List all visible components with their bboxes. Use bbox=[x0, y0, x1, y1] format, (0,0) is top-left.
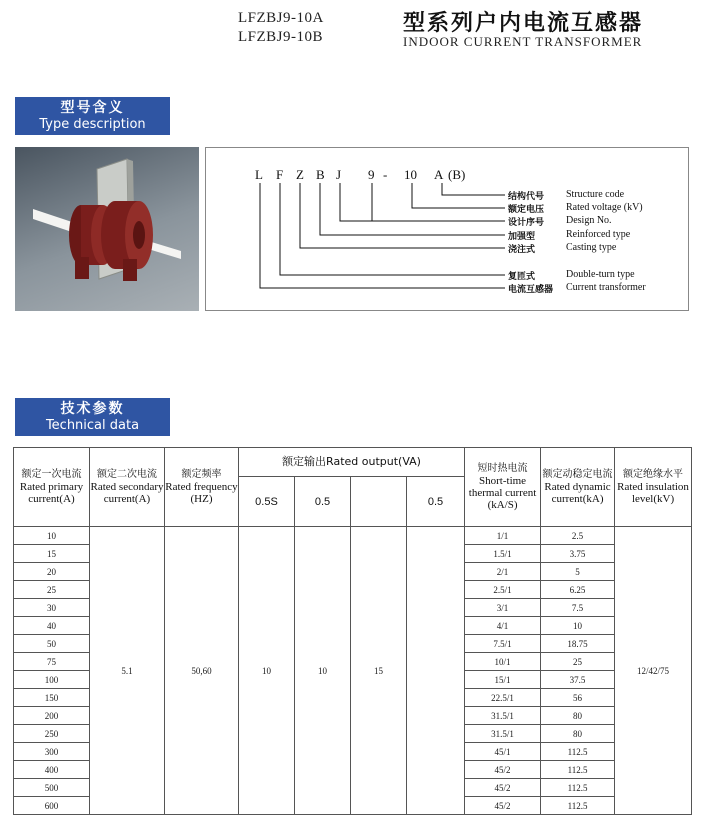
code-letter-b-variant: (B) bbox=[448, 167, 466, 182]
primary-current-cell: 400 bbox=[14, 761, 90, 779]
header-insulation-level bbox=[615, 448, 692, 527]
thermal-current-cell: 31.5/1 bbox=[465, 707, 541, 725]
dynamic-current-cell: 80 bbox=[541, 707, 615, 725]
code-letter-9: 9 bbox=[368, 167, 375, 182]
type-description-tab bbox=[15, 97, 170, 135]
tech-tab-cn: 技术参数 bbox=[60, 401, 125, 417]
dynamic-current-cell: 37.5 bbox=[541, 671, 615, 689]
thermal-current-cell: 45/2 bbox=[465, 797, 541, 815]
header-output-label: 额定输出Rated output(VA) bbox=[282, 455, 421, 468]
thermal-current-cell: 2/1 bbox=[465, 563, 541, 581]
output-col-0-5-b: 0.5 bbox=[407, 477, 465, 527]
header-insulation-en: Rated insulation level(kV) bbox=[617, 481, 689, 505]
header-secondary-en: Rated secondary current(A) bbox=[90, 481, 164, 505]
header-frequency bbox=[165, 448, 239, 527]
thermal-current-cell: 2.5/1 bbox=[465, 581, 541, 599]
code-letter-a: A bbox=[434, 167, 444, 182]
output-0-5s-cell: 10 bbox=[239, 527, 295, 815]
header-secondary-cn: 额定二次电流 bbox=[97, 469, 157, 480]
header-primary-cn: 额定一次电流 bbox=[21, 469, 82, 480]
primary-current-cell: 100 bbox=[14, 671, 90, 689]
dynamic-current-cell: 112.5 bbox=[541, 779, 615, 797]
label-casting-cn: 浇注式 bbox=[508, 245, 536, 255]
code-letter-z: Z bbox=[296, 167, 304, 182]
label-casting-en: Casting type bbox=[566, 242, 617, 253]
header-insulation-cn: 额定绝缘水平 bbox=[623, 469, 684, 480]
header-thermal-current bbox=[465, 448, 541, 527]
current-transformer-illustration bbox=[15, 147, 199, 311]
dynamic-current-cell: 25 bbox=[541, 653, 615, 671]
output-0-5-cell: 10 bbox=[295, 527, 351, 815]
header-dynamic-cn: 额定动稳定电流 bbox=[542, 469, 613, 480]
header-rated-output bbox=[239, 448, 465, 477]
primary-current-cell: 300 bbox=[14, 743, 90, 761]
label-reinforced-en: Reinforced type bbox=[566, 229, 631, 240]
thermal-current-cell: 4/1 bbox=[465, 617, 541, 635]
dynamic-current-cell: 7.5 bbox=[541, 599, 615, 617]
primary-current-cell: 30 bbox=[14, 599, 90, 617]
label-current-transformer-cn: 电流互感器 bbox=[508, 285, 554, 295]
page-title-en: INDOOR CURRENT TRANSFORMER bbox=[403, 34, 643, 49]
table-body bbox=[14, 527, 692, 815]
thermal-current-cell: 3/1 bbox=[465, 599, 541, 617]
primary-current-cell: 20 bbox=[14, 563, 90, 581]
thermal-current-cell: 1/1 bbox=[465, 527, 541, 545]
header-primary-en: Rated primary current(A) bbox=[19, 481, 84, 505]
output-col-blank bbox=[351, 477, 407, 527]
label-double-turn-cn: 复匝式 bbox=[508, 272, 536, 282]
dynamic-current-cell: 112.5 bbox=[541, 743, 615, 761]
dynamic-current-cell: 10 bbox=[541, 617, 615, 635]
output-0-5-b-cell bbox=[407, 527, 465, 815]
model-b: LFZBJ9-10B bbox=[238, 29, 324, 45]
thermal-current-cell: 45/2 bbox=[465, 779, 541, 797]
header-frequency-en: Rated frequency (HZ) bbox=[165, 481, 238, 505]
output-col-0-5: 0.5 bbox=[295, 477, 351, 527]
thermal-current-cell: 7.5/1 bbox=[465, 635, 541, 653]
tech-tab-en: Technical data bbox=[45, 418, 140, 433]
label-reinforced-cn: 加强型 bbox=[508, 232, 536, 242]
header-thermal-cn: 短时热电流 bbox=[477, 463, 528, 474]
dynamic-current-cell: 80 bbox=[541, 725, 615, 743]
thermal-current-cell: 45/2 bbox=[465, 761, 541, 779]
thermal-current-cell: 22.5/1 bbox=[465, 689, 541, 707]
header-frequency-cn: 额定频率 bbox=[181, 469, 222, 480]
primary-current-cell: 10 bbox=[14, 527, 90, 545]
product-photo bbox=[15, 147, 199, 311]
thermal-current-cell: 10/1 bbox=[465, 653, 541, 671]
primary-current-cell: 25 bbox=[14, 581, 90, 599]
code-letter-10: 10 bbox=[404, 167, 417, 182]
code-letter-j: J bbox=[336, 167, 342, 182]
primary-current-cell: 500 bbox=[14, 779, 90, 797]
label-structure-cn: 结构代号 bbox=[508, 192, 545, 202]
primary-current-cell: 40 bbox=[14, 617, 90, 635]
code-letter-b: B bbox=[316, 167, 325, 182]
insulation-level-cell: 12/42/75 bbox=[615, 527, 692, 815]
dynamic-current-cell: 6.25 bbox=[541, 581, 615, 599]
label-double-turn-en: Double-turn type bbox=[566, 269, 635, 280]
primary-current-cell: 15 bbox=[14, 545, 90, 563]
output-col-0-5s: 0.5S bbox=[239, 477, 295, 527]
dynamic-current-cell: 2.5 bbox=[541, 527, 615, 545]
technical-data-tab bbox=[15, 398, 170, 436]
label-voltage-en: Rated voltage (kV) bbox=[566, 202, 643, 213]
primary-current-cell: 250 bbox=[14, 725, 90, 743]
type-tab-cn: 型号含义 bbox=[60, 100, 125, 116]
frequency-cell: 50,60 bbox=[165, 527, 239, 815]
header-dynamic-en: Rated dynamic current(kA) bbox=[544, 481, 611, 505]
primary-current-cell: 200 bbox=[14, 707, 90, 725]
thermal-current-cell: 1.5/1 bbox=[465, 545, 541, 563]
dynamic-current-cell: 18.75 bbox=[541, 635, 615, 653]
primary-current-cell: 600 bbox=[14, 797, 90, 815]
dynamic-current-cell: 56 bbox=[541, 689, 615, 707]
dynamic-current-cell: 3.75 bbox=[541, 545, 615, 563]
dynamic-current-cell: 112.5 bbox=[541, 761, 615, 779]
dynamic-current-cell: 5 bbox=[541, 563, 615, 581]
dynamic-current-cell: 112.5 bbox=[541, 797, 615, 815]
label-structure-en: Structure code bbox=[566, 189, 625, 200]
label-current-transformer-en: Current transformer bbox=[566, 282, 646, 293]
header-thermal-en: Short-time thermal current (kA/S) bbox=[468, 475, 537, 511]
header-dynamic-current bbox=[541, 448, 615, 527]
secondary-current-cell: 5.1 bbox=[90, 527, 165, 815]
label-design-en: Design No. bbox=[566, 215, 612, 226]
primary-current-cell: 150 bbox=[14, 689, 90, 707]
header-secondary-current bbox=[90, 448, 165, 527]
primary-current-cell: 50 bbox=[14, 635, 90, 653]
output-blank-cell: 15 bbox=[351, 527, 407, 815]
table-row bbox=[14, 527, 692, 545]
header-primary-current bbox=[14, 448, 90, 527]
thermal-current-cell: 31.5/1 bbox=[465, 725, 541, 743]
code-letter-f: F bbox=[276, 167, 284, 182]
label-design-cn: 设计序号 bbox=[508, 218, 545, 228]
label-voltage-cn: 额定电压 bbox=[508, 205, 545, 215]
code-letter-dash: - bbox=[383, 167, 388, 182]
thermal-current-cell: 15/1 bbox=[465, 671, 541, 689]
type-tab-en: Type description bbox=[39, 117, 146, 132]
code-letter-l: L bbox=[255, 167, 263, 182]
page-title-cn: 型系列户内电流互感器 bbox=[403, 11, 644, 36]
primary-current-cell: 75 bbox=[14, 653, 90, 671]
technical-data-table bbox=[13, 447, 692, 815]
thermal-current-cell: 45/1 bbox=[465, 743, 541, 761]
model-a: LFZBJ9-10A bbox=[238, 10, 324, 26]
